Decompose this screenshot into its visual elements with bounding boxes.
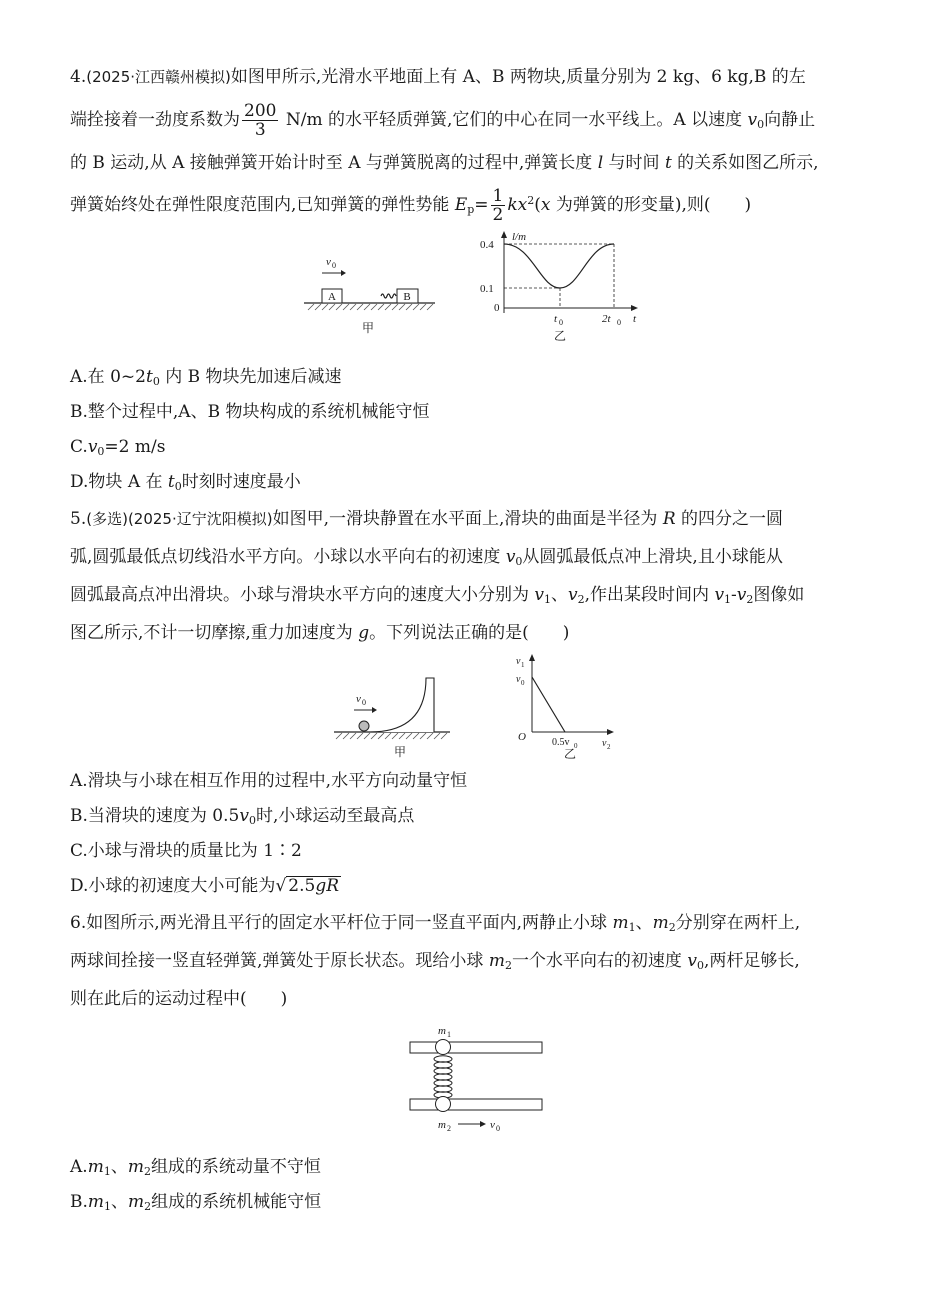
q4-od-3: 0 <box>174 480 182 493</box>
q5-fig-a-v0-sub: 0 <box>362 698 366 707</box>
q4-oc-2: v <box>87 437 98 457</box>
sqrt-body <box>286 876 341 895</box>
q6-fig-m2-sub: 2 <box>447 1124 451 1133</box>
q4-text-3a: 的 B 运动,从 A 接触弹簧开始计时至 A 与弹簧脱离的过程中,弹簧长度 <box>70 153 598 173</box>
q5-text-3c: ,作出某段时间内 <box>584 585 715 605</box>
q6-m2b-sub: 2 <box>504 959 512 972</box>
q6-fig-v0: v <box>490 1119 495 1131</box>
q4-option-b[interactable] <box>70 395 885 430</box>
q5-option-a[interactable] <box>70 764 885 799</box>
q6-m1: m <box>612 913 629 933</box>
q5-fig-a <box>334 678 450 759</box>
q6-ob-3: 1 <box>104 1200 112 1213</box>
kx-symbol: kx <box>507 195 528 215</box>
q5-sep: 、 <box>551 585 569 605</box>
q4-oa-1: A.在 0~2 <box>70 367 146 387</box>
q6-ob-5: m <box>128 1192 145 1212</box>
y-axis-arrow-icon <box>501 231 507 238</box>
q6-text-3: 则在此后的运动过程中( ) <box>70 989 288 1009</box>
q5-option-d[interactable] <box>70 869 885 904</box>
sqrt-icon: √ <box>275 876 287 896</box>
ball <box>359 721 369 731</box>
question-6 <box>70 904 885 1220</box>
q6-ob-6: 2 <box>144 1200 152 1213</box>
paren-open: ( <box>534 195 541 215</box>
ball-m2 <box>436 1097 451 1112</box>
half-den: 2 <box>492 205 504 225</box>
q5-fig-b-half: 0.5v <box>552 737 570 748</box>
q5-fig-b-v2: v <box>602 738 607 749</box>
q6-figure-svg <box>70 1018 885 1150</box>
q5-figures <box>70 652 885 764</box>
q4-oc-3: 0 <box>97 445 105 458</box>
q4-text-2a: 端拴接着一劲度系数为 <box>70 110 240 130</box>
q5-source: (多选)(2025·辽宁沈阳模拟) <box>86 510 273 528</box>
fig-b-origin: 0 <box>494 302 500 314</box>
q5-text-3a: 圆弧最高点冲出滑块。小球与滑块水平方向的速度大小分别为 <box>70 585 535 605</box>
q6-oa-4: 、 <box>110 1157 128 1177</box>
q5-fig-b-v2-sub: 2 <box>607 743 611 751</box>
q6-text-2c: ,两杆足够长, <box>703 951 800 971</box>
q6-oa-2: m <box>87 1157 104 1177</box>
fig-b-2t0: 2t <box>602 313 611 325</box>
g-symbol: g <box>358 623 370 643</box>
q6-fig-m1: m <box>438 1025 446 1037</box>
q6-fig-v0-sub: 0 <box>496 1124 500 1133</box>
worksheet-page <box>70 58 885 1220</box>
q6-v0: v <box>687 951 697 971</box>
fig-b-y2: 0.1 <box>480 283 494 295</box>
q4-text-3b: 与时间 <box>603 153 665 173</box>
spring-icon <box>434 1056 452 1098</box>
block-b-label: B <box>403 291 411 303</box>
ball-m1 <box>436 1040 451 1055</box>
q6-m2-sub: 2 <box>668 921 676 934</box>
q6-v0-sub: 0 <box>696 959 704 972</box>
q4-fig-b <box>480 231 638 343</box>
q4-option-c[interactable] <box>70 430 885 465</box>
q6-fig-m1-sub: 1 <box>447 1030 451 1039</box>
q4-option-d[interactable] <box>70 465 885 500</box>
q5-ob-2: v <box>239 806 249 826</box>
q5-text-2a: 弧,圆弧最低点切线沿水平方向。小球以水平向右的初速度 <box>70 547 506 567</box>
q6-m2: m <box>652 913 669 933</box>
frac-numerator: 200 <box>244 101 277 121</box>
fig-a-caption: 甲 <box>361 321 375 335</box>
q5-line-4 <box>70 614 885 652</box>
fig-b-xlabel: t <box>633 313 637 325</box>
q6-oa-5: m <box>127 1157 144 1177</box>
q4-text-2c: 向静止 <box>764 110 816 130</box>
q4-option-a[interactable] <box>70 360 885 395</box>
q6-oa-7: 组成的系统动量不守恒 <box>150 1157 321 1177</box>
q5-figure-svg <box>70 652 885 764</box>
q5-option-b[interactable] <box>70 799 885 834</box>
q5-ob-3: 0 <box>248 814 256 827</box>
q5-fig-b-half-sub: 0 <box>574 742 578 750</box>
q5-fig-a-caption: 甲 <box>393 745 407 759</box>
fig-a-v0: v <box>326 256 331 268</box>
t-symbol: t <box>664 153 672 173</box>
q5-v1b: v <box>714 585 725 605</box>
q4-ob-text: B.整个过程中,A、B 物块构成的系统机械能守恒 <box>70 402 430 422</box>
q5-v2b-sub: 2 <box>746 593 754 606</box>
q6-oa-3: 1 <box>103 1165 111 1178</box>
q5-text-4b: 。下列说法正确的是( ) <box>369 623 570 643</box>
q5-v1b-sub: 1 <box>724 593 732 606</box>
q4-text-2b: N/m 的水平轻质弹簧,它们的中心在同一水平线上。A 以速度 <box>280 110 748 130</box>
q4-figures <box>70 228 885 360</box>
q5-v0: v <box>505 547 516 567</box>
q6-ob-2: m <box>87 1192 105 1212</box>
q5-v1: v <box>534 585 545 605</box>
q5-fig-b-caption: 乙 <box>563 747 577 761</box>
q6-m1-sub: 1 <box>628 921 636 934</box>
l-symbol: l <box>597 153 604 173</box>
slider-block <box>366 678 434 732</box>
q4-oa-3: 0 <box>152 375 160 388</box>
upper-rod <box>410 1042 542 1053</box>
q6-number: 6. <box>70 913 87 933</box>
q4-oc-4: =2 m/s <box>104 437 166 457</box>
question-4 <box>70 58 885 500</box>
fig-b-t0: t <box>554 313 558 325</box>
v0-sub: 0 <box>757 118 765 131</box>
q6-sep: 、 <box>635 913 653 933</box>
ep-sub: p <box>467 203 475 216</box>
q5-fig-b-v0-sub: 0 <box>521 679 525 687</box>
v0-symbol: v <box>747 110 758 130</box>
q6-line-2 <box>70 942 885 980</box>
q6-ob-7: 组成的系统机械能守恒 <box>151 1192 322 1212</box>
q5-line-3 <box>70 576 885 614</box>
q4-text-4c: 为弹簧的形变量),则( ) <box>550 195 752 215</box>
question-5 <box>70 500 885 904</box>
square-sup: 2 <box>527 194 535 207</box>
frac-denominator: 3 <box>254 120 266 140</box>
q4-line-1 <box>70 58 885 96</box>
q4-line-2 <box>70 96 885 144</box>
block-a-label: A <box>328 291 336 303</box>
q6-text-2a: 两球间拴接一竖直轻弹簧,弹簧处于原长状态。现给小球 <box>70 951 489 971</box>
fig-b-2t0-sub: 0 <box>617 318 621 327</box>
q4-oa-2: t <box>145 367 153 387</box>
q6-text-1a: 如图所示,两光滑且平行的固定水平杆位于同一竖直平面内,两静止小球 <box>86 913 613 933</box>
fig-b-ylabel: l/m <box>512 231 527 243</box>
q6-line-3 <box>70 980 885 1018</box>
q4-oc-1: C. <box>70 437 88 457</box>
q5-od-2: 2.5 <box>288 876 316 896</box>
q5-line-1 <box>70 500 885 538</box>
q5-oa-text: A.滑块与小球在相互作用的过程中,水平方向动量守恒 <box>70 771 468 791</box>
q6-figure <box>70 1018 885 1150</box>
fig-a-v0-sub: 0 <box>332 261 336 270</box>
ep-symbol: E <box>454 195 468 215</box>
q5-v2b: v <box>736 585 747 605</box>
x-axis-arrow-icon <box>607 729 614 735</box>
y-axis-arrow-icon <box>529 654 535 661</box>
q6-m2b: m <box>488 951 505 971</box>
q5-fig-a-v0: v <box>356 693 361 705</box>
half-fraction <box>491 187 506 224</box>
arrow-right-icon <box>341 270 346 276</box>
q4-oa-4: 内 B 物块先加速后减速 <box>159 367 342 387</box>
q6-ob-4: 、 <box>111 1192 129 1212</box>
q5-option-c[interactable] <box>70 834 885 869</box>
q4-number: 4. <box>70 67 87 87</box>
q5-text-1a: 如图甲,一滑块静置在水平面上,滑块的曲面是半径为 <box>272 509 663 529</box>
fig-b-y1: 0.4 <box>480 239 494 251</box>
fig-b-curve <box>504 244 614 288</box>
equals-sign: = <box>474 195 489 215</box>
q4-fig-a <box>304 256 435 335</box>
fig-b-caption: 乙 <box>553 329 567 343</box>
q5-line-2 <box>70 538 885 576</box>
q5-v2: v <box>568 585 578 605</box>
q4-figure-svg <box>70 228 885 360</box>
q5-graph-line <box>532 677 565 732</box>
q6-oa-1: A. <box>70 1157 88 1177</box>
q5-fig-b-origin: O <box>518 731 526 743</box>
fig-b-t0-sub: 0 <box>559 318 563 327</box>
q6-text-2b: 一个水平向右的初速度 <box>511 951 688 971</box>
stiffness-fraction <box>242 102 278 139</box>
x-symbol: x <box>540 195 551 215</box>
q5-text-2b: 从圆弧最低点冲上滑块,且小球能从 <box>522 547 783 567</box>
q6-option-b[interactable] <box>70 1185 885 1220</box>
q5-ob-1: B.当滑块的速度为 0.5 <box>70 806 240 826</box>
q4-od-2: t <box>167 472 175 492</box>
q6-fig-m2: m <box>438 1119 446 1131</box>
q4-line-3 <box>70 144 885 182</box>
q5-fig-b-v0: v <box>516 674 521 685</box>
q6-line-1 <box>70 904 885 942</box>
q6-text-1c: 分别穿在两杆上, <box>675 913 801 933</box>
arrow-right-icon <box>480 1121 486 1127</box>
arrow-right-icon <box>372 707 377 713</box>
q5-ob-4: 时,小球运动至最高点 <box>255 806 415 826</box>
q4-source: (2025·江西赣州模拟) <box>86 68 231 86</box>
q4-od-1: D.物块 A 在 <box>70 472 168 492</box>
q5-dash: - <box>731 585 737 605</box>
q5-fig-b <box>516 654 614 761</box>
q5-text-1b: 的四分之一圆 <box>675 509 784 529</box>
q4-text-4a: 弹簧始终处在弹性限度范围内,已知弹簧的弹性势能 <box>70 195 455 215</box>
q6-ob-1: B. <box>70 1192 88 1212</box>
half-num: 1 <box>492 186 504 206</box>
lower-rod <box>410 1099 542 1110</box>
q4-text-1: 如图甲所示,光滑水平地面上有 A、B 两物块,质量分别为 2 kg、6 kg,B 的左 <box>230 67 806 87</box>
q5-oc-text: C.小球与滑块的质量比为 1∶2 <box>70 841 302 861</box>
q5-v1-sub: 1 <box>544 593 552 606</box>
q5-v2-sub: 2 <box>577 593 585 606</box>
q6-option-a[interactable] <box>70 1150 885 1185</box>
q5-od-3: gR <box>315 876 340 896</box>
q5-fig-b-v1-sub: 1 <box>521 661 525 669</box>
q4-text-3c: 的关系如图乙所示, <box>671 153 819 173</box>
q5-number: 5. <box>70 509 87 529</box>
q5-v0-sub: 0 <box>515 555 523 568</box>
q5-fig-b-v1: v <box>516 656 521 667</box>
r-symbol: R <box>662 509 676 529</box>
spring-icon <box>381 294 396 298</box>
q4-line-4 <box>70 182 885 228</box>
q5-text-4a: 图乙所示,不计一切摩擦,重力加速度为 <box>70 623 359 643</box>
q5-text-3e: 图像如 <box>753 585 805 605</box>
q6-oa-6: 2 <box>143 1165 151 1178</box>
x-axis-arrow-icon <box>631 305 638 311</box>
q5-od-1: D.小球的初速度大小可能为 <box>70 876 276 896</box>
q4-od-4: 时刻时速度最小 <box>181 472 301 492</box>
